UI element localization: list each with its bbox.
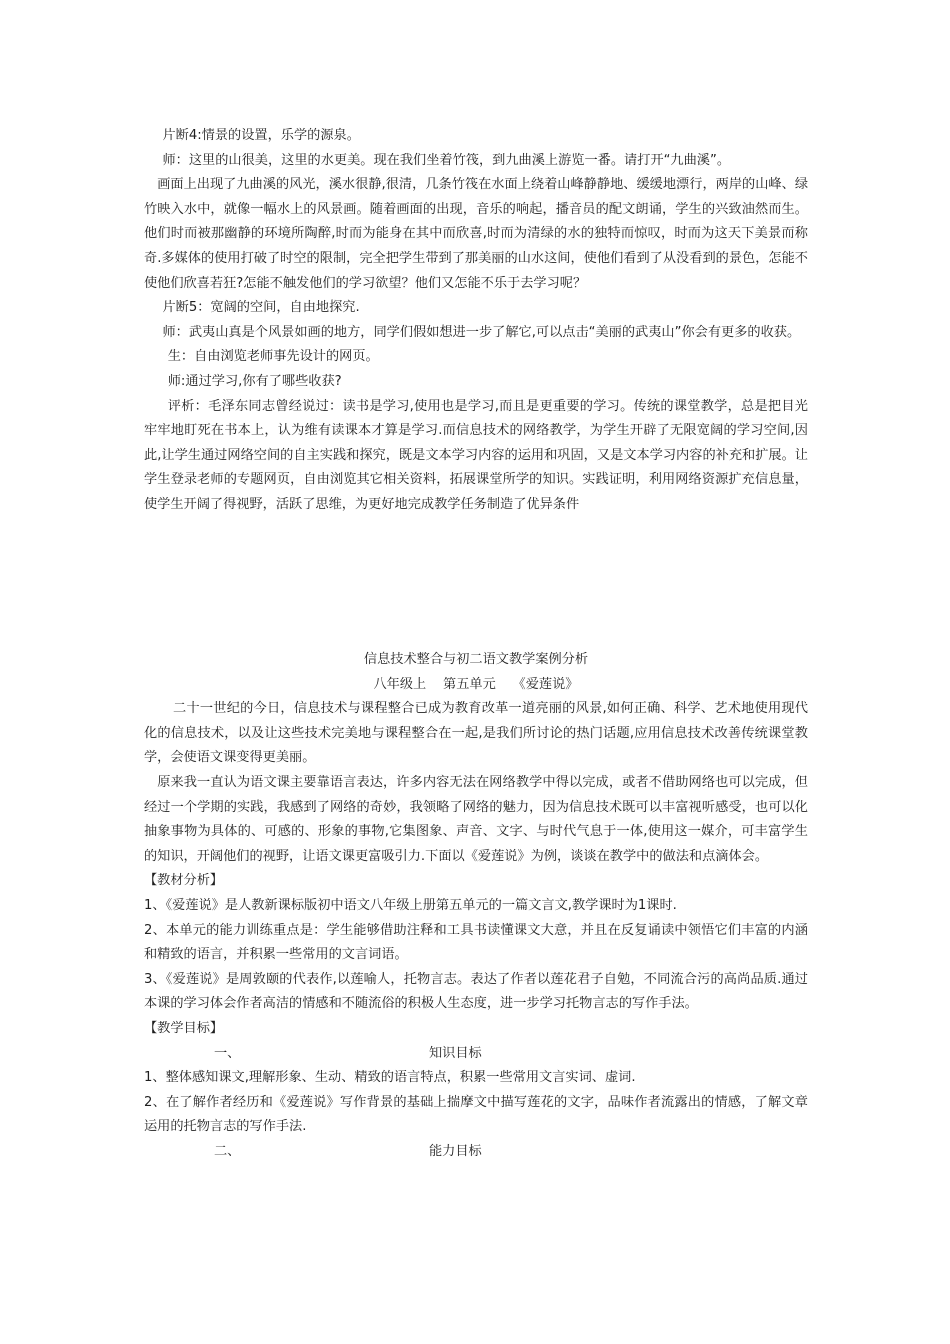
list-item: 1、《爱莲说》是人教新课标版初中语文八年级上册第五单元的一篇文言文,教学课时为1课时. [144, 897, 677, 913]
fragment-5-heading: 片断5：宽阔的空间，自由地探究. [162, 300, 360, 316]
goal-label: 能力目标 [429, 1143, 482, 1159]
material-analysis-heading: 【教材分析】 [144, 873, 224, 889]
goal-number: 一、 [214, 1045, 241, 1061]
fragment-4-heading: 片断4:情景的设置，乐学的源泉。 [162, 128, 360, 143]
goal-ability-heading [144, 1140, 808, 1165]
teacher-line: 师：这里的山很美，这里的水更美。现在我们坐着竹筏，到九曲溪上游览一番。请打开“九曲溪”。 [162, 152, 731, 168]
list-item: 2、本单元的能力训练重点是：学生能够借助注释和工具书读懂课文大意，并且在反复诵读中领悟它们丰富的内涵和精致的语言，并积累一些常用的文言词语。 [144, 922, 808, 963]
list-item: 1、整体感知课文,理解形象、生动、精致的语言特点，积累一些常用文言实词、虚词. [144, 1070, 636, 1086]
teaching-goals-heading: 【教学目标】 [144, 1020, 224, 1036]
article-title: 信息技术整合与初二语文教学案例分析 [363, 652, 589, 667]
intro-paragraph: 二十一世纪的今日，信息技术与课程整合已成为教育改革一道亮丽的风景,如何正确、科学、艺术地使用现代化的信息技术，以及让这些技术完美地与课程整合在一起,是我们所讨论的热门话题,应用信息技术改善传统课堂教学，会使语文课变得更美丽。 [144, 701, 808, 766]
goal-knowledge-heading [144, 1042, 808, 1067]
goal-number: 二、 [214, 1143, 241, 1159]
goal-label: 知识目标 [429, 1045, 482, 1061]
list-item: 2、在了解作者经历和《爱莲说》写作背景的基础上揣摩文中描写莲花的文字，品味作者流露出的情感，了解文章运用的托物言志的写作手法. [144, 1094, 808, 1135]
article-subtitle: 八年级上 第五单元 《爱莲说》 [373, 676, 579, 692]
paragraph: 画面上出现了九曲溪的风光，溪水很静,很清，几条竹筏在水面上绕着山峰静静地、缓缓地漂行，两岸的山峰、绿竹映入水中，就像一幅水上的风景画。随着画面的出现，音乐的响起，播音员的配文朗诵，学生的兴致油然而生。他们时而被那幽静的环境所陶醉,时而为能身在其中而欣喜,时而为清绿的水的独特而惊叹，时而为这天下美景而称奇.多媒体的使用打破了时空的限制，完全把学生带到了那美丽的山水这间，使他们看到了从没看到的景色，怎能不使他们欣喜若狂?怎能不触发他们的学习欲望？他们又怎能不乐于去学习呢？ [144, 177, 808, 291]
commentary-paragraph: 评析：毛泽东同志曾经说过：读书是学习,使用也是学习,而且是更重要的学习。传统的课堂教学，总是把目光牢牢地盯死在书本上，认为维有读课本才算是学习.而信息技术的网络教学，为学生开辟了无限宽阔的学习空间,因此,让学生通过网络空间的自主实践和探究，既是文本学习内容的运用和巩固，又是文本学习内容的补充和扩展。让学生登录老师的专题网页，自由浏览其它相关资料，拓展课堂所学的知识。实践证明，利用网络资源扩充信息量，使学生开阔了得视野，活跃了思维，为更好地完成教学任务制造了优异条件 [144, 398, 808, 512]
list-item: 3、《爱莲说》是周敦颐的代表作,以莲喻人，托物言志。表达了作者以莲花君子自勉，不同流合污的高尚品质.通过本课的学习体会作者高洁的情感和不随流俗的积极人生态度，进一步学习托物言志的写作手法。 [144, 971, 808, 1012]
teacher-line: 师：武夷山真是个风景如画的地方，同学们假如想进一步了解它,可以点击“美丽的武夷山”你会有更多的收获。 [162, 324, 801, 340]
intro-paragraph: 原来我一直认为语文课主要靠语言表达，许多内容无法在网络教学中得以完成，或者不借助网络也可以完成，但经过一个学期的实践，我感到了网络的奇妙，我领略了网络的魅力，因为信息技术既可以丰富视听感受，也可以化抽象事物为具体的、可感的、形象的事物,它集图象、声音、文字、与时代气息于一体,使用这一媒介，可丰富学生的知识，开阔他们的视野，让语文课更富吸引力.下面以《爱莲说》为例，谈谈在教学中的做法和点滴体会。 [144, 774, 808, 864]
section-case-study [144, 648, 808, 1164]
student-line: 生：自由浏览老师事先设计的网页。 [167, 349, 379, 365]
teacher-line: 师:通过学习,你有了哪些收获? [167, 373, 342, 389]
section-scene-analysis [144, 124, 808, 518]
